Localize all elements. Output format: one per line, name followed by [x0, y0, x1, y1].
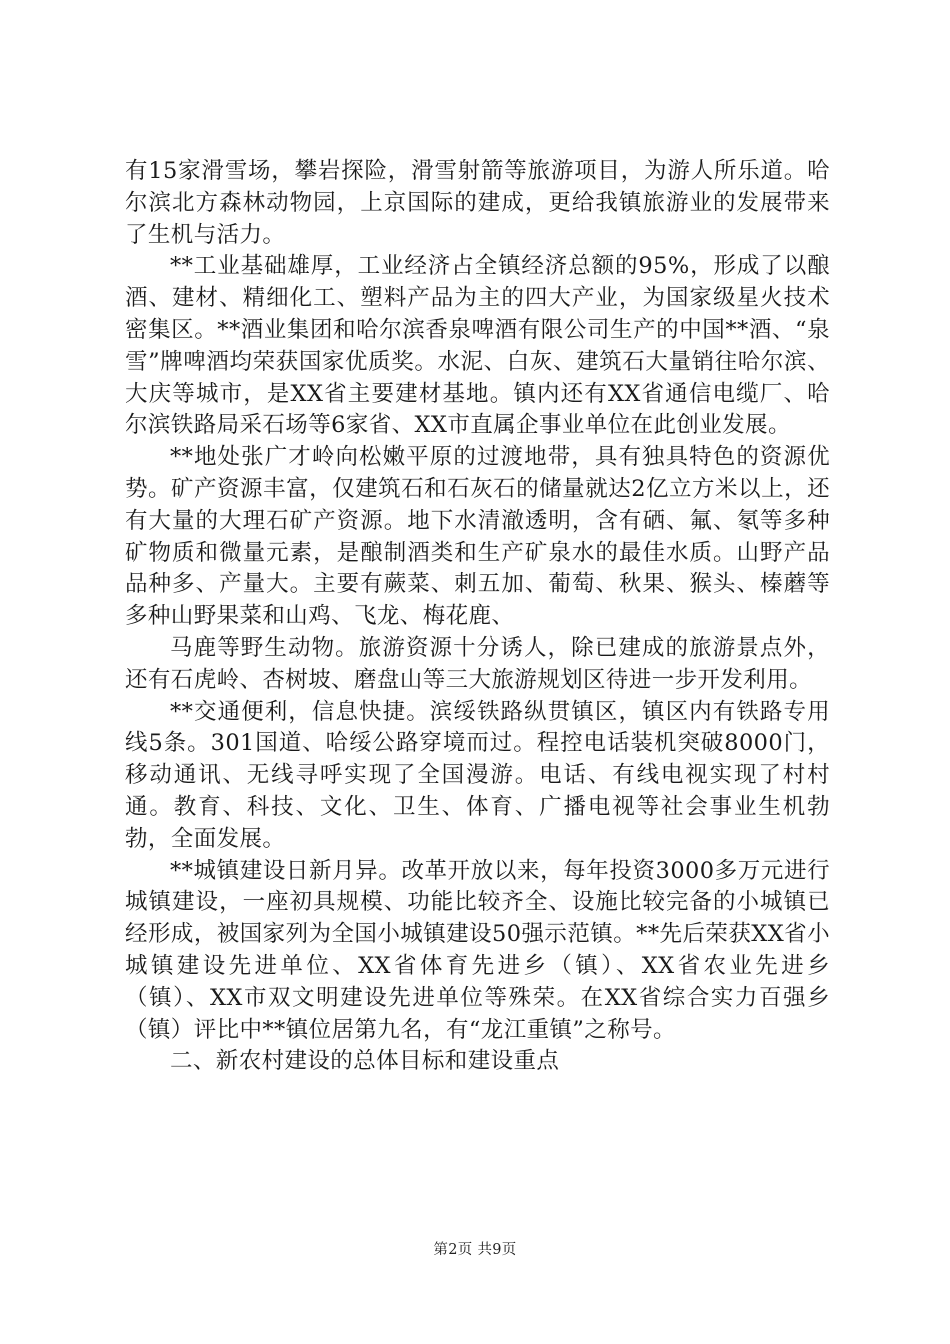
paragraph-resources: **地处张广才岭向松嫩平原的过渡地带，具有独具特色的资源优势。矿产资源丰富，仅建筑石和石灰石的储量就达2亿立方米以上，还有大量的大理石矿产资源。地下水清澈透明，含有硒、氟、氡等多种矿物质和微量元素，是酿制酒类和生产矿泉水的最佳水质。山野产品品种多、产量大。主要有蕨菜、刺五加、葡萄、秋果、猴头、榛蘑等多种山野果菜和山鸡、飞龙、梅花鹿、 [125, 444, 830, 630]
paragraph-wildlife-tourism: 马鹿等野生动物。旅游资源十分诱人，除已建成的旅游景点外，还有石虎岭、杏树坡、磨盘山等三大旅游规划区待进一步开发利用。 [125, 634, 830, 693]
section-heading-goals: 二、新农村建设的总体目标和建设重点 [170, 1048, 560, 1075]
paragraph-tourism-continued: 有15家滑雪场，攀岩探险，滑雪射箭等旅游项目，为游人所乐道。哈尔滨北方森林动物园，上京国际的建成，更给我镇旅游业的发展带来了生机与活力。 [125, 158, 830, 248]
paragraph-industry: **工业基础雄厚，工业经济占全镇经济总额的95%，形成了以酿酒、建材、精细化工、塑料产品为主的四大产业，为国家级星火技术密集区。**酒业集团和哈尔滨香泉啤酒有限公司生产的中国**酒、“泉雪”牌啤酒均荣获国家优质奖。水泥、白灰、建筑石大量销往哈尔滨、大庆等城市，是XX省主要建材基地。镇内还有XX省通信电缆厂、哈尔滨铁路局采石场等6家省、XX市直属企事业单位在此创业发展。 [125, 253, 830, 439]
paragraph-urban-construction: **城镇建设日新月异。改革开放以来，每年投资3000多万元进行城镇建设，一座初具规模、功能比较齐全、设施比较完备的小城镇已经形成，被国家列为全国小城镇建设50强示范镇。**先后荣获XX省小城镇建设先进单位、XX省体育先进乡（镇）、XX省农业先进乡（镇）、XX市双文明建设先进单位等殊荣。在XX省综合实力百强乡（镇）评比中**镇位居第九名，有“龙江重镇”之称号。 [125, 857, 830, 1043]
page-footer: 第2页 共9页 [433, 1242, 517, 1258]
paragraph-transport: **交通便利，信息快捷。滨绥铁路纵贯镇区，镇区内有铁路专用线5条。301国道、哈绥公路穿境而过。程控电话装机突破8000门，移动通讯、无线寻呼实现了全国漫游。电话、有线电视实现了村村通。教育、科技、文化、卫生、体育、广播电视等社会事业生机勃勃，全面发展。 [125, 698, 830, 852]
document-body [125, 156, 830, 1078]
